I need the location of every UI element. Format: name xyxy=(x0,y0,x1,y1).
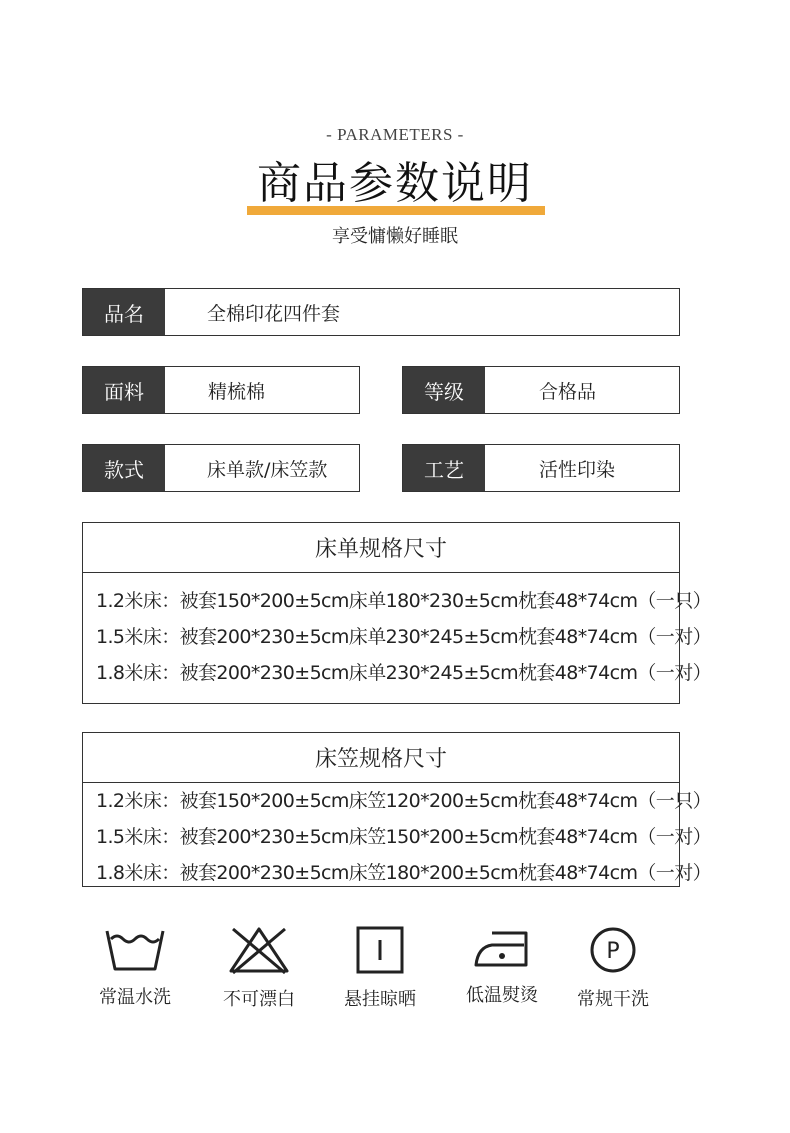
title-block xyxy=(0,150,790,220)
param-label-style: 款式 xyxy=(83,445,165,491)
param-row-fabric xyxy=(82,366,360,414)
care-item-wash xyxy=(80,925,190,1009)
care-label: 悬挂晾晒 xyxy=(344,989,416,1010)
param-row-craft xyxy=(402,444,680,492)
fitted-spec-table xyxy=(82,732,712,887)
sheet-spec-line: 1.5米床：被套200*230±5cm床单230*245±5cm枕套48*74cm（一对） xyxy=(96,626,712,648)
care-label: 常规干洗 xyxy=(577,989,649,1010)
param-value-craft: 活性印染 xyxy=(539,458,616,481)
care-item-hang-dry xyxy=(325,925,435,1011)
param-label-fabric: 面料 xyxy=(83,367,165,413)
dry-clean-icon xyxy=(588,925,638,975)
param-value-grade: 合格品 xyxy=(539,380,597,403)
page-title: 商品参数说明 xyxy=(257,158,533,209)
param-label-grade: 等级 xyxy=(403,367,485,413)
param-label-name: 品名 xyxy=(83,289,165,335)
hang-dry-icon xyxy=(355,925,405,975)
param-row-name xyxy=(82,288,680,336)
sheet-spec-heading: 床单规格尺寸 xyxy=(83,523,679,573)
param-row-grade xyxy=(402,366,680,414)
param-row-style xyxy=(82,444,360,492)
fitted-spec-line: 1.8米床：被套200*230±5cm床笠180*200±5cm枕套48*74cm（一对） xyxy=(96,862,712,884)
care-item-low-iron xyxy=(447,925,557,1007)
param-label-craft: 工艺 xyxy=(403,445,485,491)
care-item-no-bleach xyxy=(204,925,314,1011)
param-value-name: 全棉印花四件套 xyxy=(207,302,341,325)
tagline: 享受慵懒好睡眠 xyxy=(332,226,458,247)
wash-tub-icon xyxy=(103,925,167,973)
svg-text:P: P xyxy=(606,939,620,964)
fitted-spec-line: 1.2米床：被套150*200±5cm床笠120*200±5cm枕套48*74cm（一只） xyxy=(96,790,712,812)
care-label: 低温熨烫 xyxy=(466,985,538,1006)
fitted-spec-line: 1.5米床：被套200*230±5cm床笠150*200±5cm枕套48*74cm（一对） xyxy=(96,826,712,848)
care-label: 常温水洗 xyxy=(99,987,171,1008)
sheet-spec-table xyxy=(82,522,712,704)
sheet-spec-line: 1.2米床：被套150*200±5cm床单180*230±5cm枕套48*74cm（一只） xyxy=(96,590,712,612)
low-iron-icon xyxy=(472,925,532,971)
param-value-fabric: 精梳棉 xyxy=(208,380,266,403)
fitted-spec-heading: 床笠规格尺寸 xyxy=(83,733,679,783)
param-value-style: 床单款/床笠款 xyxy=(207,458,328,481)
parameters-subtitle: - PARAMETERS - xyxy=(326,125,464,144)
no-bleach-icon xyxy=(227,925,291,975)
care-item-dry-clean xyxy=(558,925,668,1011)
sheet-spec-line: 1.8米床：被套200*230±5cm床单230*245±5cm枕套48*74cm（一对） xyxy=(96,662,712,684)
care-label: 不可漂白 xyxy=(223,989,295,1010)
